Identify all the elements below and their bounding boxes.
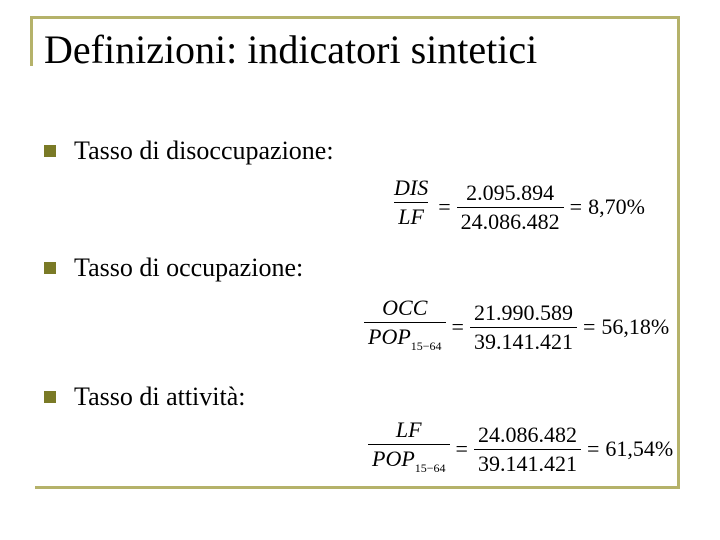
numerator-var: DIS xyxy=(394,175,429,200)
denominator-var: $POP_{15-64}$ xyxy=(364,322,446,358)
denominator-var: LF xyxy=(394,202,428,238)
square-bullet-icon xyxy=(44,145,56,157)
fraction-vars xyxy=(390,176,432,238)
bullet-item-disoccupazione xyxy=(44,136,334,166)
bullet-label: Tasso di disoccupazione: xyxy=(74,136,334,165)
equals-sign: = xyxy=(569,194,583,219)
denominator-value: 39.141.421 xyxy=(470,327,577,354)
fraction-vars xyxy=(368,418,450,480)
fraction-values xyxy=(470,301,577,354)
numerator-value: 21.990.589 xyxy=(473,299,573,325)
denominator-value: 24.086.482 xyxy=(457,207,564,234)
numerator-value: 2.095.894 xyxy=(466,179,555,205)
equals-sign: = xyxy=(438,194,451,219)
fraction-vars xyxy=(364,296,446,358)
square-bullet-icon xyxy=(44,262,56,274)
result-value: 61,54% xyxy=(605,436,674,461)
denominator-var: $POP_{15-64}$ xyxy=(368,444,450,480)
formula-occupazione xyxy=(364,296,669,358)
frame-top-line xyxy=(30,16,680,19)
formula-disoccupazione xyxy=(390,176,645,238)
bullet-label: Tasso di occupazione: xyxy=(74,253,304,282)
bullet-item-occupazione xyxy=(44,253,303,283)
numerator-var: LF xyxy=(395,417,422,442)
slide-title: Definizioni: indicatori sintetici xyxy=(44,27,538,72)
frame-left-line xyxy=(30,16,33,66)
result-value: 56,18% xyxy=(601,314,670,339)
equals-sign: = xyxy=(582,314,596,339)
formula-attivita xyxy=(368,418,673,480)
numerator-value: 24.086.482 xyxy=(477,421,577,447)
square-bullet-icon xyxy=(44,391,56,403)
bullet-item-attivita xyxy=(44,382,246,412)
denominator-value: 39.141.421 xyxy=(474,449,581,476)
fraction-values xyxy=(457,181,564,234)
equals-sign: = xyxy=(451,314,464,339)
equals-sign: = xyxy=(455,436,468,461)
equals-sign: = xyxy=(586,436,600,461)
numerator-var: OCC xyxy=(382,295,428,320)
result-value: 8,70% xyxy=(588,194,645,219)
frame-bottom-line xyxy=(35,486,680,489)
frame-right-line xyxy=(677,16,680,489)
bullet-label: Tasso di attività: xyxy=(74,382,246,411)
fraction-values xyxy=(474,423,581,476)
